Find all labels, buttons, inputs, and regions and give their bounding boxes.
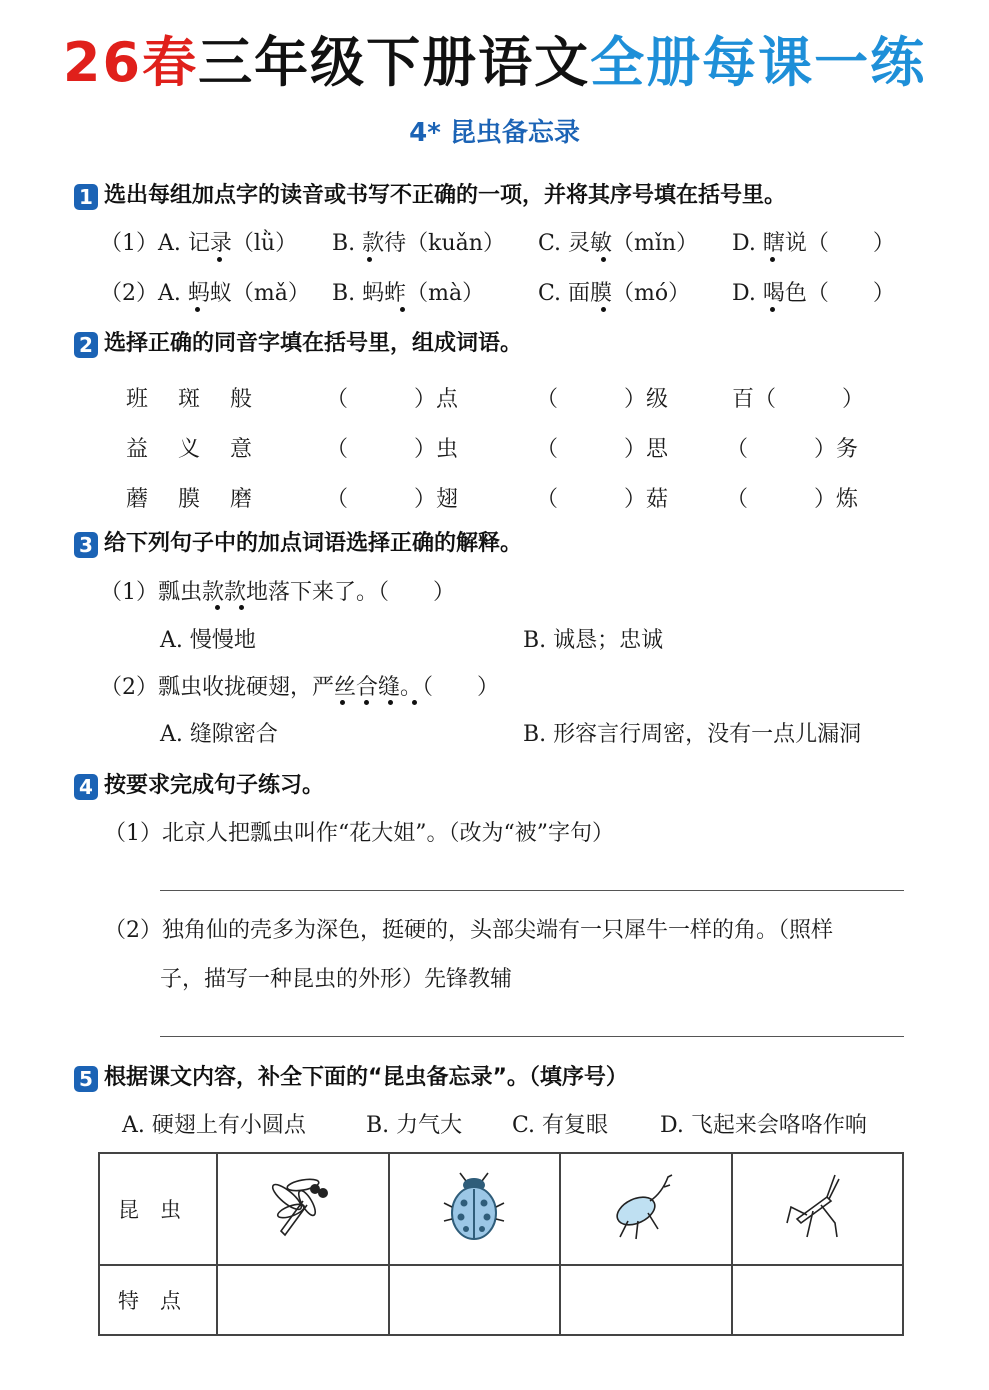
insect-cell: [560, 1153, 732, 1265]
q1-row1-d: D. 瞎说（ ）: [732, 231, 895, 256]
question-5-heading: [74, 1060, 628, 1092]
q4-sentence-2a: （2）独角仙的壳多为深色，挺硬的，头部尖端有一只犀牛一样的角。（照样: [104, 918, 833, 943]
emphasis-dot: [412, 700, 417, 705]
question-number-badge: 1: [74, 184, 98, 210]
emphasis-dot: [770, 307, 775, 312]
question-3-title: 给下列句子中的加点词语选择正确的解释。: [104, 531, 523, 556]
q1-row1-a: （1）A. 记录（lǜ）: [100, 231, 298, 256]
q3-sentence-1: （1）瓢虫款款地落下来了。（ ）: [100, 580, 455, 605]
lesson-title: 4* 昆虫备忘录: [409, 118, 580, 148]
emphasis-dot: [601, 257, 606, 262]
emphasis-dot: [367, 257, 372, 262]
insect-cell: [732, 1153, 904, 1265]
q2-blank-3c[interactable]: （ ）炼: [726, 487, 859, 512]
question-1-title: 选出每组加点字的读音或书写不正确的一项，并将其序号填在括号里。: [104, 183, 787, 208]
dragonfly-icon: [263, 1167, 343, 1247]
question-2-heading: [74, 326, 522, 358]
q2-blank-1b[interactable]: （ ）级: [536, 387, 669, 412]
emphasis-dot: [195, 307, 200, 312]
q2-chars-1: 班 斑 般: [126, 387, 257, 412]
q1-row1-b: B. 款待（kuǎn）: [332, 231, 505, 256]
q3-sentence-2: （2）瓢虫收拢硬翅，严丝合缝。（ ）: [100, 675, 499, 700]
question-number-badge: 5: [74, 1066, 98, 1092]
insect-cell: [217, 1153, 389, 1265]
q3-option-1b: B. 诚恳；忠诚: [523, 628, 664, 653]
grasshopper-icon: [777, 1167, 857, 1247]
q1-row2-a: （2）A. 蚂蚁（mǎ）: [100, 281, 310, 306]
q3-option-1a: A. 慢慢地: [160, 628, 256, 653]
q5-option-c: C. 有复眼: [512, 1113, 609, 1138]
emphasis-dot: [601, 307, 606, 312]
banner-part-1: 26春: [62, 31, 199, 94]
q2-blank-3a[interactable]: （ ）翅: [326, 487, 459, 512]
question-2-title: 选择正确的同音字填在括号里，组成词语。: [104, 331, 523, 356]
rhinoceros-beetle-icon: [606, 1167, 686, 1247]
banner-part-3: 全册每课一练: [590, 31, 927, 94]
q5-option-a: A. 硬翅上有小圆点: [122, 1113, 306, 1138]
feature-answer-cell[interactable]: [217, 1265, 389, 1335]
row-label-feature: 特 点: [99, 1265, 217, 1335]
q1-row2-d: D. 喝色（ ）: [732, 281, 895, 306]
emphasis-dot: [340, 700, 345, 705]
emphasis-dot: [239, 605, 244, 610]
question-number-badge: 4: [74, 774, 98, 800]
q2-blank-1c[interactable]: 百（ ）: [732, 387, 865, 412]
answer-line-2[interactable]: [160, 1036, 904, 1037]
emphasis-dot: [215, 605, 220, 610]
banner-part-2: 三年级下册语文: [198, 31, 591, 94]
emphasis-dot: [388, 700, 393, 705]
ladybug-icon: [434, 1167, 514, 1247]
question-4-heading: [74, 768, 324, 800]
q2-blank-3b[interactable]: （ ）菇: [536, 487, 669, 512]
q1-row2-c: C. 面膜（mó）: [538, 281, 691, 306]
question-5-title: 根据课文内容，补全下面的“昆虫备忘录”。（填序号）: [104, 1065, 628, 1090]
emphasis-dot: [364, 700, 369, 705]
emphasis-dot: [770, 257, 775, 262]
insect-memo-table: [98, 1152, 904, 1336]
q3-option-2b: B. 形容言行周密，没有一点儿漏洞: [523, 722, 862, 747]
q4-sentence-2b: 子，描写一种昆虫的外形）先锋教辅: [160, 967, 513, 992]
question-3-heading: [74, 526, 522, 558]
q1-row1-c: C. 灵敏（mǐn）: [538, 231, 699, 256]
banner-title: [0, 20, 989, 97]
question-1-heading: [74, 178, 786, 210]
question-4-title: 按要求完成句子练习。: [104, 773, 325, 798]
q2-chars-3: 蘑 膜 磨: [126, 487, 257, 512]
feature-answer-cell[interactable]: [732, 1265, 904, 1335]
question-number-badge: 2: [74, 332, 98, 358]
question-number-badge: 3: [74, 532, 98, 558]
q5-option-d: D. 飞起来会咯咯作响: [660, 1113, 867, 1138]
q3-option-2a: A. 缝隙密合: [160, 722, 278, 747]
answer-line-1[interactable]: [160, 890, 904, 891]
feature-answer-cell[interactable]: [389, 1265, 561, 1335]
q5-option-b: B. 力气大: [366, 1113, 463, 1138]
emphasis-dot: [217, 257, 222, 262]
q2-blank-1a[interactable]: （ ）点: [326, 387, 459, 412]
q4-sentence-1: （1）北京人把瓢虫叫作“花大姐”。（改为“被”字句）: [104, 821, 614, 846]
row-label-insect: 昆 虫: [99, 1153, 217, 1265]
q1-row2-b: B. 蚂蚱（mà）: [332, 281, 485, 306]
q2-chars-2: 益 义 意: [126, 437, 257, 462]
feature-answer-cell[interactable]: [560, 1265, 732, 1335]
insect-cell: [389, 1153, 561, 1265]
q2-blank-2c[interactable]: （ ）务: [726, 437, 859, 462]
q2-blank-2b[interactable]: （ ）思: [536, 437, 669, 462]
q2-blank-2a[interactable]: （ ）虫: [326, 437, 459, 462]
emphasis-dot: [400, 307, 405, 312]
